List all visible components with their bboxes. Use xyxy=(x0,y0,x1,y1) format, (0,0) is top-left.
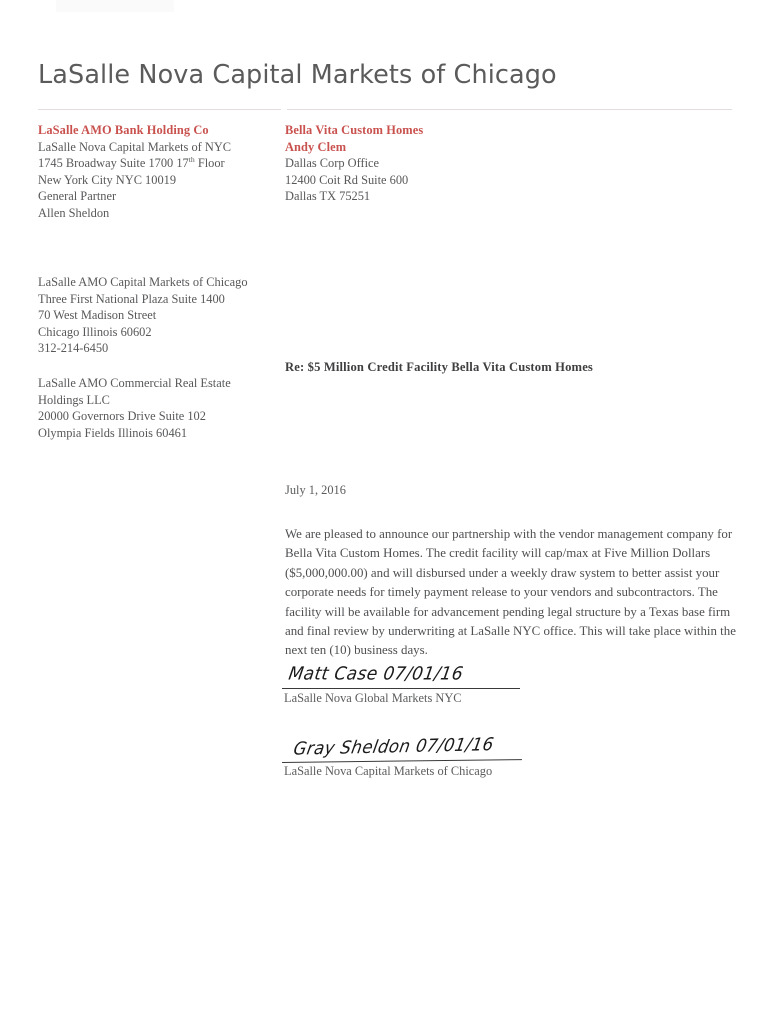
holdings-line-3: 20000 Governors Drive Suite 102 xyxy=(38,409,206,424)
signature-handwriting-2: Gray Sheldon 07/01/16 xyxy=(292,733,496,759)
sender-line-1: LaSalle Nova Capital Markets of NYC xyxy=(38,139,232,154)
signature-block-2 xyxy=(282,733,522,779)
signature-line-1 xyxy=(282,688,520,689)
scan-artifact xyxy=(56,0,174,12)
holdings-line-1: LaSalle AMO Commercial Real Estate xyxy=(38,376,231,390)
recipient-line-2: 12400 Coit Rd Suite 600 xyxy=(285,172,409,187)
divider-right xyxy=(287,109,732,110)
signature-handwriting-1: Matt Case 07/01/16 xyxy=(287,663,465,685)
sender-line-2-pre: 1745 Broadway Suite 1700 17 xyxy=(38,156,189,171)
recipient-line-1: Dallas Corp Office xyxy=(285,156,380,171)
recipient-line-3: Dallas TX 75251 xyxy=(285,189,371,204)
sender-line-3: New York City NYC 10019 xyxy=(38,172,177,187)
letter-body: We are pleased to announce our partnership with the vendor management company for Bella Vita Custom Homes. The credit facility will cap/max at Five Million Dollars ($5,000,000.00) and will disbursed under a weekly draw system to better assist your corporate needs for timely payment release to your vendors and subcontractors. The facility will be available for advancement pending legal structure by a Texas base firm and final review by underwriting at LaSalle NYC office. This will take place within the next ten (10) business days. xyxy=(285,527,736,658)
signature-row-2 xyxy=(282,733,522,763)
recipient-company: Bella Vita Custom Homes xyxy=(285,123,424,137)
sender-line-4: General Partner xyxy=(38,189,117,204)
holdings-line-2: Holdings LLC xyxy=(38,392,110,407)
chicago-line-2: Three First National Plaza Suite 1400 xyxy=(38,291,225,306)
recipient-address-block xyxy=(285,122,423,205)
subject-line: Re: $5 Million Credit Facility Bella Vita Custom Homes xyxy=(285,360,593,374)
signature-line-2 xyxy=(282,759,522,763)
sender-line-2-post: Floor xyxy=(194,156,225,171)
signature-caption-1: LaSalle Nova Global Markets NYC xyxy=(284,691,462,705)
holdings-line-4: Olympia Fields Illinois 60461 xyxy=(38,425,188,440)
letter-date: July 1, 2016 xyxy=(285,483,346,497)
chicago-line-1: LaSalle AMO Capital Markets of Chicago xyxy=(38,275,248,289)
recipient-contact: Andy Clem xyxy=(285,139,347,154)
signature-row-1 xyxy=(282,663,522,689)
sender-address-block xyxy=(38,122,231,222)
sender-line-5: Allen Sheldon xyxy=(38,205,110,220)
sender-line-2 xyxy=(38,155,231,172)
holdings-office-block xyxy=(38,375,231,441)
chicago-office-block xyxy=(38,274,248,357)
chicago-line-4: Chicago Illinois 60602 xyxy=(38,324,152,339)
signature-block-1 xyxy=(282,663,522,706)
chicago-phone: 312-214-6450 xyxy=(38,341,109,356)
chicago-line-3: 70 West Madison Street xyxy=(38,308,157,323)
signature-caption-2: LaSalle Nova Capital Markets of Chicago xyxy=(284,764,493,778)
divider-left xyxy=(38,109,281,110)
page-title: LaSalle Nova Capital Markets of Chicago xyxy=(38,60,557,90)
sender-company: LaSalle AMO Bank Holding Co xyxy=(38,123,209,137)
ordinal-suffix: th xyxy=(188,155,195,165)
